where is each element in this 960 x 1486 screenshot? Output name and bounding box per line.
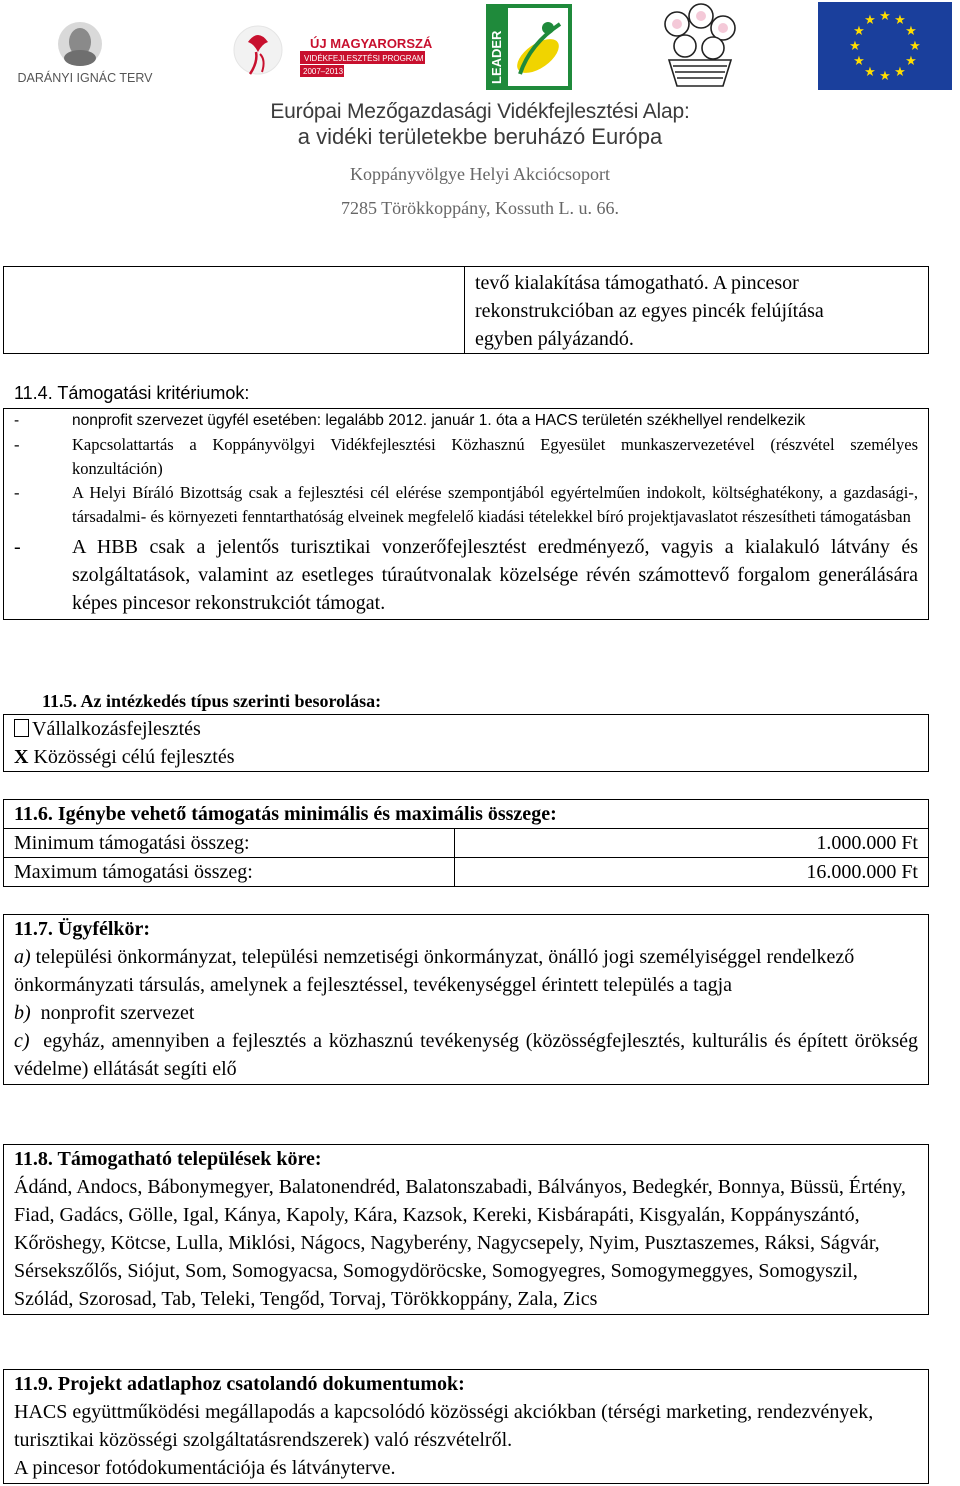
criterion-item: - A Helyi Bíráló Bizottság csak a fejlesztési cél elérése szempontjából egyértelműen indokolt, költséghatékony, a gazdasági-, társadalmi- és környezeti fenntarthatóság elveinek megfelelő kiadási tételekkel bíró projektjavaslatot részesítheti támogatásban [14, 483, 918, 526]
svg-text:★: ★ [909, 39, 921, 54]
daranyi-ignac-terv-logo [10, 18, 160, 88]
uj-magyarorszag-program-logo [232, 22, 432, 84]
section-11-4-table [3, 408, 929, 620]
svg-text:ÚJ MAGYARORSZÁG: ÚJ MAGYARORSZÁG [310, 36, 432, 51]
section-11-6-heading: 11.6. Igénybe vehető támogatás minimális és maximális összege: [4, 800, 929, 829]
max-value: 16.000.000 Ft [455, 858, 929, 887]
svg-text:★: ★ [853, 54, 865, 69]
continuation-table [3, 266, 929, 354]
eafrd-line2: a vidéki területekbe beruházó Európa [297, 124, 663, 149]
section-11-8-heading: 11.8. Támogatható települések köre: [14, 1148, 322, 1170]
svg-text:VIDÉKFEJLESZTÉSI PROGRAM: VIDÉKFEJLESZTÉSI PROGRAM [304, 54, 424, 63]
svg-text:★: ★ [864, 13, 876, 28]
section-11-8-table [3, 1144, 929, 1315]
svg-text:★: ★ [879, 69, 891, 84]
section-11-9-table [3, 1369, 929, 1484]
checkbox-icon [14, 719, 29, 737]
client-b: b) nonprofit szervezet [14, 1002, 195, 1024]
continuation-line: tevő kialakítása támogatható. A pincesor [475, 272, 799, 294]
svg-text:★: ★ [879, 9, 891, 24]
svg-text:★: ★ [905, 24, 917, 39]
section-11-7-table [3, 914, 929, 1085]
max-label: Maximum támogatási összeg: [4, 858, 455, 887]
client-cell [4, 915, 929, 1085]
settlements-cell [4, 1145, 929, 1315]
svg-text:DARÁNYI IGNÁC TERV: DARÁNYI IGNÁC TERV [17, 71, 153, 85]
criterion-item: - Kapcsolattartás a Koppányvölgyi Vidékfejlesztési Közhasznú Egyesület munkaszervezetével (részvétel személyes konzultáción) [14, 435, 918, 478]
classification-cell [4, 715, 929, 772]
koppanyvolgye-basket-logo [655, 2, 745, 94]
option-community-development: X Közösségi célú fejlesztés [14, 746, 235, 768]
svg-text:LEADER: LEADER [489, 30, 504, 84]
continuation-line: egyben pályázandó. [475, 328, 634, 350]
svg-text:★: ★ [894, 65, 906, 80]
min-value: 1.000.000 Ft [455, 829, 929, 858]
document-line: A pincesor fotódokumentációja és látványterve. [14, 1457, 396, 1479]
section-11-9-heading: 11.9. Projekt adatlaphoz csatolandó dokumentumok: [14, 1373, 465, 1395]
client-a: a) települési önkormányzat, települési nemzetiségi önkormányzat, önálló jogi személyiséggel rendelkező önkormányzati társulás, amelynek a fejlesztéssel, tevékenységgel érintett település a tagja [14, 946, 855, 996]
eafrd-slogan [250, 100, 710, 150]
section-11-5-table [3, 714, 929, 772]
svg-text:★: ★ [894, 13, 906, 28]
leader-logo [486, 4, 572, 90]
continuation-line: rekonstrukcióban az egyes pincék felújítása [475, 300, 824, 322]
org-name: Koppányvölgye Helyi Akciócsoport [350, 164, 610, 184]
documents-cell [4, 1370, 929, 1484]
svg-text:★: ★ [905, 54, 917, 69]
eu-flag-logo [818, 2, 952, 90]
option-business-development: Vállalkozásfejlesztés [14, 715, 918, 743]
svg-text:★: ★ [864, 65, 876, 80]
org-address: 7285 Törökkoppány, Kossuth L. u. 66. [341, 198, 619, 218]
client-c: c) egyház, amennyiben a fejlesztés a közhasznú tevékenység (közösségfejlesztés, kulturális és épített örökség védelme) ellátását segíti elő [14, 1030, 918, 1080]
min-label: Minimum támogatási összeg: [4, 829, 455, 858]
svg-text:★: ★ [853, 24, 865, 39]
eafrd-line1: Európai Mezőgazdasági Vidékfejlesztési Alap: [270, 100, 690, 123]
document-line: HACS együttműködési megállapodás a kapcsolódó közösségi akciókban (térségi marketing, rendezvények, turisztikai közösségi szolgáltatásrendszerek) való részvételről. [14, 1401, 874, 1451]
section-11-6-table [3, 799, 929, 887]
empty-cell [4, 267, 465, 354]
continuation-cell [465, 267, 929, 354]
section-11-4-heading: 11.4. Támogatási kritériumok: [14, 383, 250, 403]
settlements-list: Ádánd, Andocs, Bábonymegyer, Balatonendréd, Balatonszabadi, Bálványos, Bedegkér, Bonnya, Büssü, Értény, Fiad, Gadács, Gölle, Igal, Kánya, Kapoly, Kára, Kazsok, Kereki, Kisbárapáti, Kisgyalán, Koppányszántó, Kőröshegy, Kötcse, Lulla, Miklósi, Nágocs, Nagyberény, Nagycsepely, Nyim, Pusztaszemes, Ráksi, Ságvár, Sérsekszőlős, Siójut, Som, Somogyacsa, Somogydöröcske, Somogyegres, Somogymeggyes, Somogyszil, Szólád, Szorosad, Tab, Teleki, Tengőd, Torvaj, Törökkoppány, Zala, Zics [14, 1176, 906, 1310]
criterion-item: - A HBB csak a jelentős turisztikai vonzerőfejlesztést eredményező, vagyis a kialakuló látvány és szolgáltatások, valamint az esetleges túraútvonalak közelsége révén számottevő forgalom generálására képes pincesor rekonstrukciót támogat. [14, 536, 918, 614]
section-11-7-heading: 11.7. Ügyfélkör: [14, 918, 151, 940]
selected-mark: X [14, 746, 29, 768]
svg-text:★: ★ [849, 39, 861, 54]
svg-text:2007–2013: 2007–2013 [303, 67, 344, 76]
criteria-cell [4, 409, 929, 620]
section-11-5-heading: 11.5. Az intézkedés típus szerinti besorolása: [42, 691, 382, 711]
criterion-item: - nonprofit szervezet ügyfél esetében: legalább 2012. január 1. óta a HACS területén székhellyel rendelkezik [14, 412, 806, 429]
